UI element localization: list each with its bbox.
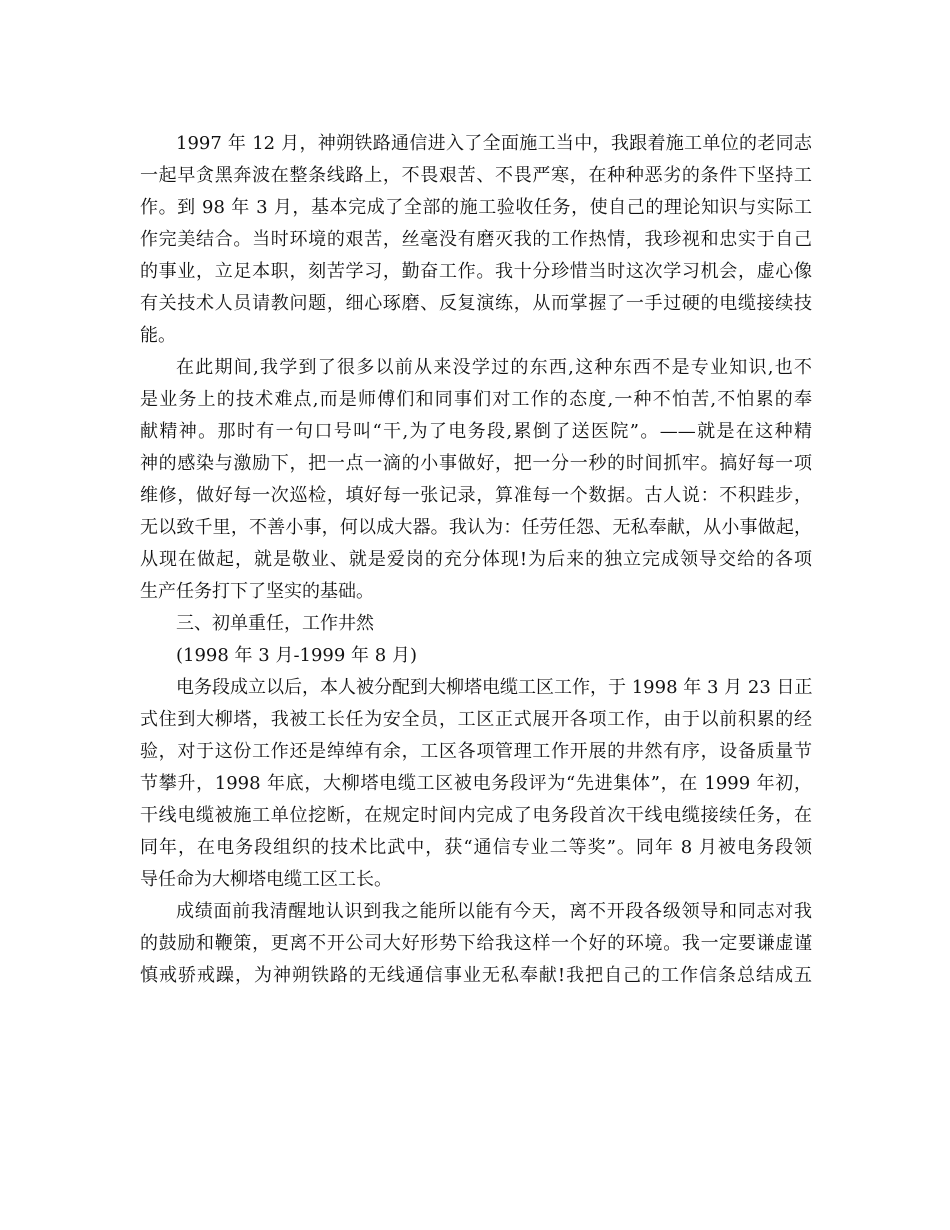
text-line: 无以致千里，不善小事，何以成大器。我认为：任劳任怨、无私奉献，从小事做起， bbox=[140, 517, 812, 538]
section-heading bbox=[140, 608, 812, 640]
text-line: 生产任务打下了坚实的基础。 bbox=[140, 581, 374, 602]
text-line: 有关技术人员请教问题，细心琢磨、反复演练，从而掌握了一手过硬的电缆接续技 bbox=[140, 293, 812, 314]
text-line: 导任命为大柳塔电缆工区工长。 bbox=[140, 869, 392, 890]
text-line: 的鼓励和鞭策，更离不开公司大好形势下给我这样一个好的环境。我一定要谦虚谨 bbox=[140, 933, 812, 954]
text-line: 节攀升，1998 年底，大柳塔电缆工区被电务段评为“先进集体”，在 1999 年初， bbox=[140, 773, 812, 794]
text-line: 式住到大柳塔，我被工长任为安全员，工区正式展开各项工作，由于以前积累的经 bbox=[140, 709, 812, 730]
text-line: 从现在做起，就是敬业、就是爱岗的充分体现!为后来的独立完成领导交给的各项 bbox=[140, 549, 812, 570]
document-body bbox=[140, 128, 812, 992]
paragraph-1 bbox=[140, 128, 812, 352]
text-line: 慎戒骄戒躁，为神朔铁路的无线通信事业无私奉献!我把自己的工作信条总结成五 bbox=[140, 965, 812, 986]
text-line: 一起早贪黑奔波在整条线路上，不畏艰苦、不畏严寒，在种种恶劣的条件下坚持工 bbox=[140, 165, 812, 186]
text-line: 作。到 98 年 3 月，基本完成了全部的施工验收任务，使自己的理论知识与实际工 bbox=[140, 197, 812, 218]
text-line: 神的感染与激励下，把一点一滴的小事做好，把一分一秒的时间抓牢。搞好每一项 bbox=[140, 453, 812, 474]
text-line: 电务段成立以后，本人被分配到大柳塔电缆工区工作，于 1998 年 3 月 23 日正 bbox=[176, 677, 813, 698]
text-line: 能。 bbox=[140, 325, 176, 346]
text-line: 献精神。那时有一句口号叫“干,为了电务段,累倒了送医院”。——就是在这种精 bbox=[140, 421, 812, 442]
text-line: 作完美结合。当时环境的艰苦，丝毫没有磨灭我的工作热情，我珍视和忠实于自己 bbox=[140, 229, 812, 250]
text-line: 成绩面前我清醒地认识到我之能所以能有今天，离不开段各级领导和同志对我 bbox=[176, 901, 812, 922]
paragraph-2 bbox=[140, 352, 812, 608]
section-date-range bbox=[140, 640, 812, 672]
date-range-text: (1998 年 3 月-1999 年 8 月) bbox=[176, 645, 417, 666]
text-line: 1997 年 12 月，神朔铁路通信进入了全面施工当中，我跟着施工单位的老同志 bbox=[176, 133, 812, 154]
text-line: 同年，在电务段组织的技术比武中，获“通信专业二等奖”。同年 8 月被电务段领 bbox=[140, 837, 812, 858]
text-line: 是业务上的技术难点,而是师傅们和同事们对工作的态度,一种不怕苦,不怕累的奉 bbox=[140, 389, 812, 410]
text-line: 验，对于这份工作还是绰绰有余，工区各项管理工作开展的井然有序，设备质量节 bbox=[140, 741, 812, 762]
paragraph-4 bbox=[140, 896, 812, 992]
text-line: 干线电缆被施工单位挖断，在规定时间内完成了电务段首次干线电缆接续任务，在 bbox=[140, 805, 812, 826]
text-line: 维修，做好每一次巡检，填好每一张记录，算准每一个数据。古人说：不积跬步， bbox=[140, 485, 812, 506]
text-line: 在此期间,我学到了很多以前从来没学过的东西,这种东西不是专业知识,也不 bbox=[176, 357, 812, 378]
paragraph-3 bbox=[140, 672, 812, 896]
section-heading-text: 三、初单重任，工作井然 bbox=[176, 613, 374, 634]
text-line: 的事业，立足本职，刻苦学习，勤奋工作。我十分珍惜当时这次学习机会，虚心像 bbox=[140, 261, 812, 282]
